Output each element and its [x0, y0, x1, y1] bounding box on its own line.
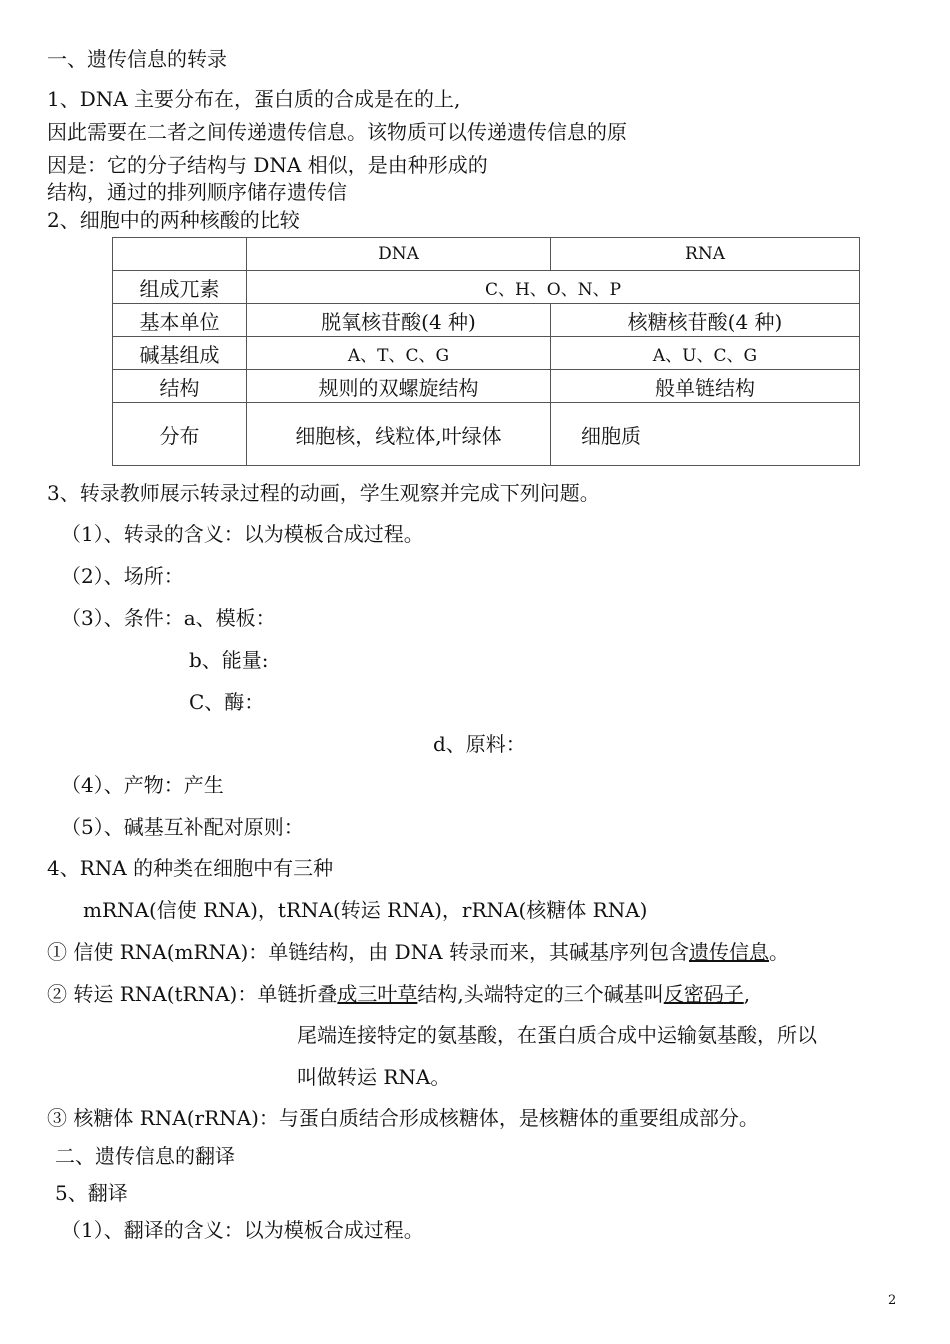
trna-line-2: 尾端连接特定的氨基酸，在蛋白质合成中运输氨基酸，所以	[297, 1023, 817, 1047]
mrna-text: ① 信使 RNA(mRNA)：单链结构，由 DNA 转录而来，其碱基序列包含	[47, 940, 689, 964]
translation-question-meaning: （1）、翻译的含义：以为模板合成过程。	[61, 1218, 424, 1242]
table-row	[113, 304, 860, 337]
trna-text: ② 转运 RNA(tRNA)：单链折叠	[47, 982, 338, 1006]
row-label: 分布	[113, 403, 247, 466]
section-title-translation: 二、遗传信息的翻译	[55, 1144, 235, 1168]
table-row	[113, 370, 860, 403]
paragraph-1-line-4: 结构，通过的排列顺序储存遗传信	[47, 180, 347, 204]
question-conditions: （3）、条件：a、模板：	[61, 606, 276, 630]
rrna-description: ③ 核糖体 RNA(rRNA)：与蛋白质结合形成核糖体，是核糖体的重要组成部分。	[47, 1106, 759, 1130]
question-meaning: （1）、转录的含义：以为模板合成过程。	[61, 522, 424, 546]
mrna-end: 。	[768, 940, 789, 964]
paragraph-1-line-1: 1、DNA 主要分布在，蛋白质的合成是在的上,	[47, 87, 461, 111]
trna-description	[47, 981, 750, 1007]
dna-cell: A、T、C、G	[247, 337, 551, 370]
comparison-heading: 2、细胞中的两种核酸的比较	[47, 208, 300, 232]
question-location: （2）、场所：	[61, 564, 184, 588]
row-label: 结构	[113, 370, 247, 403]
trna-underlined-anticodon: 反密码子	[663, 982, 744, 1006]
dna-cell: 脱氧核苷酸(4 种)	[247, 304, 551, 337]
rna-cell: 核糖核苷酸(4 种)	[551, 304, 860, 337]
row-label: 基本单位	[113, 304, 247, 337]
table-header-row	[113, 238, 860, 271]
trna-line-3: 叫做转运 RNA。	[297, 1065, 451, 1089]
condition-energy: b、能量:	[189, 648, 269, 672]
mrna-underlined-term: 遗传信息	[688, 940, 769, 964]
paragraph-1-line-2: 因此需要在二者之间传递遗传信息。该物质可以传递遗传信息的原	[47, 120, 627, 144]
paragraph-1-line-3: 因是：它的分子结构与 DNA 相似，是由种形成的	[47, 153, 488, 177]
condition-enzyme: C、酶：	[189, 690, 265, 714]
dna-cell: 规则的双螺旋结构	[247, 370, 551, 403]
rna-cell: 般单链结构	[551, 370, 860, 403]
page-number: 2	[888, 1293, 897, 1308]
table-header-dna: DNA	[247, 238, 551, 271]
table-header-empty	[113, 238, 247, 271]
question-base-pairing: （5）、碱基互补配对原则：	[61, 815, 304, 839]
row-label: 组成兀素	[113, 271, 247, 304]
trna-text-mid: 结构,头端特定的三个碱基叫	[417, 982, 664, 1006]
elements-merged-cell: C、H、O、N、P	[247, 271, 860, 304]
rna-types-heading: 4、RNA 的种类在细胞中有三种	[47, 856, 334, 880]
table-row	[113, 337, 860, 370]
rna-types-list: mRNA(信使 RNA)，tRNA(转运 RNA)，rRNA(核糖体 RNA)	[83, 898, 648, 922]
transcription-heading: 3、转录教师展示转录过程的动画，学生观察并完成下列问题。	[47, 481, 600, 505]
row-label: 碱基组成	[113, 337, 247, 370]
condition-raw-material: d、原料：	[433, 732, 526, 756]
question-product: （4）、产物：产生	[61, 773, 224, 797]
nucleic-acid-comparison-table	[112, 237, 860, 466]
table-row	[113, 271, 860, 304]
mrna-description	[47, 939, 789, 965]
table-header-rna: RNA	[551, 238, 860, 271]
translation-heading: 5、翻译	[55, 1181, 128, 1205]
dna-cell: 细胞核，线粒体,叶绿体	[247, 403, 551, 466]
trna-end: ,	[743, 982, 751, 1006]
trna-underlined-shape: 成三叶草	[337, 982, 418, 1006]
rna-cell: 细胞质	[551, 403, 860, 466]
rna-cell: A、U、C、G	[551, 337, 860, 370]
table-row	[113, 403, 860, 466]
section-title-transcription: 一、遗传信息的转录	[47, 47, 227, 71]
